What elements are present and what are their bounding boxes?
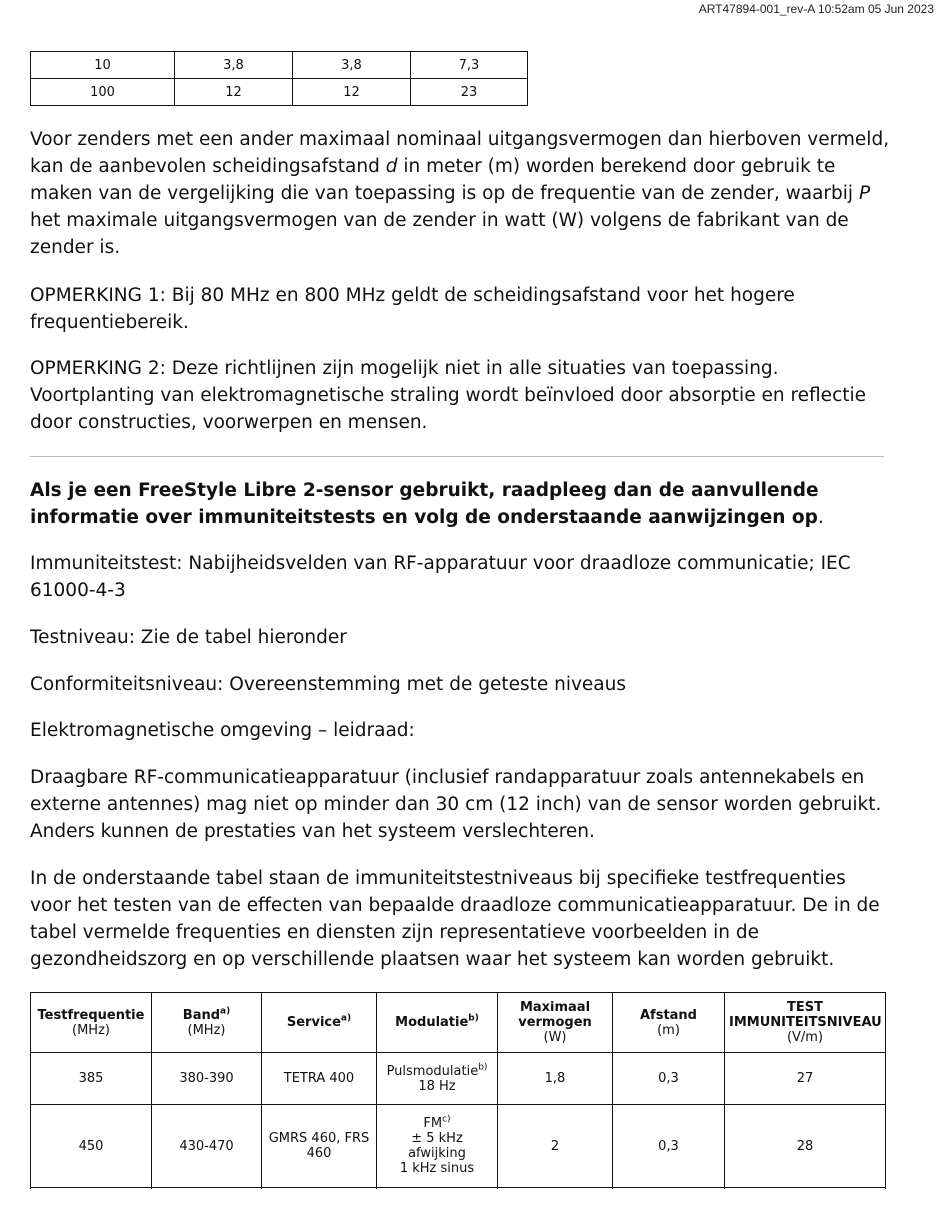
cell-modulation bbox=[377, 1105, 498, 1188]
modulation-text: ± 5 kHz bbox=[411, 1131, 463, 1146]
cell-distance: 0,3 bbox=[613, 1053, 725, 1105]
header-title: Afstand bbox=[639, 1007, 697, 1023]
note-2: OPMERKING 2: Deze richtlijnen zijn mogelijk niet in alle situaties van toepassing. Voortplanting van elektromagnetische straling wordt beïnvloed door absorptie en reflectie door constructies, voorwerpen en mensen. bbox=[30, 358, 867, 433]
note-1: OPMERKING 1: Bij 80 MHz en 800 MHz geldt de scheidingsafstand voor het hogere frequentiebereik. bbox=[30, 285, 795, 333]
cell-modulation bbox=[377, 1053, 498, 1105]
cell-service: TETRA 400 bbox=[262, 1053, 377, 1105]
table-cell: 10 bbox=[31, 52, 175, 79]
footnote-marker: a) bbox=[220, 1006, 231, 1017]
header-unit: (MHz) bbox=[187, 1022, 226, 1038]
footnote-marker: c) bbox=[442, 1114, 451, 1125]
table-cell: 23 bbox=[411, 79, 528, 106]
page-bottom-margin bbox=[0, 1189, 950, 1229]
modulation-text: Pulsmodulatie bbox=[386, 1063, 479, 1079]
table-header-row bbox=[31, 993, 886, 1053]
header-unit: (m) bbox=[657, 1022, 680, 1038]
footnote-marker: b) bbox=[468, 1013, 479, 1024]
header-title-text: Service bbox=[286, 1015, 341, 1030]
em-environment-heading: Elektromagnetische omgeving – leidraad: bbox=[30, 720, 415, 741]
compliance-level-line: Conformiteitsniveau: Overeenstemming met de geteste niveaus bbox=[30, 674, 627, 695]
header-unit: (V/m) bbox=[786, 1030, 824, 1045]
table-row bbox=[31, 79, 528, 106]
column-header-band bbox=[152, 993, 262, 1053]
header-title: TEST IMMUNITEITSNIVEAU bbox=[729, 1000, 882, 1030]
cell-power: 1,8 bbox=[498, 1053, 613, 1105]
header-unit: (W) bbox=[543, 1030, 567, 1045]
text-span: . bbox=[817, 507, 824, 528]
cell-power: 2 bbox=[498, 1105, 613, 1188]
cell-frequency: 450 bbox=[31, 1105, 152, 1188]
table-cell: 7,3 bbox=[411, 52, 528, 79]
text-span: Voor zenders met een ander maximaal nominaal uitgangsvermogen dan hierboven vermeld, kan de aanbevolen scheidingsafstand bbox=[30, 129, 890, 177]
cell-band: 430-470 bbox=[152, 1105, 262, 1188]
footnote-marker: a) bbox=[340, 1013, 352, 1024]
column-header-modulation bbox=[377, 993, 498, 1053]
table-cell: 12 bbox=[293, 79, 411, 106]
table-cell: 3,8 bbox=[175, 52, 293, 79]
header-title bbox=[381, 1015, 493, 1030]
modulation-text: 18 Hz bbox=[418, 1078, 456, 1094]
table-row bbox=[31, 1105, 886, 1188]
cell-frequency: 385 bbox=[31, 1053, 152, 1105]
column-header-power bbox=[498, 993, 613, 1053]
header-title: Maximaal vermogen bbox=[518, 1000, 592, 1030]
footnote-marker: b) bbox=[478, 1062, 488, 1073]
test-level-line: Testniveau: Zie de tabel hieronder bbox=[30, 627, 347, 648]
column-header-frequency bbox=[31, 993, 152, 1053]
modulation-text: 1 kHz sinus bbox=[399, 1161, 475, 1176]
header-title-text: Modulatie bbox=[395, 1015, 469, 1030]
immunity-test-line: Immuniteitstest: Nabijheidsvelden van RF-apparatuur voor draadloze communicatie; IEC 61000-4-3 bbox=[30, 553, 851, 601]
variable-p: P bbox=[858, 183, 871, 204]
variable-d: d bbox=[385, 156, 398, 177]
cell-immunity-level: 27 bbox=[725, 1053, 886, 1105]
table-cell: 100 bbox=[31, 79, 175, 106]
section-divider bbox=[30, 456, 884, 457]
table-row bbox=[31, 52, 528, 79]
cell-band: 380-390 bbox=[152, 1053, 262, 1105]
text-span: in meter (m) worden berekend door gebruik te maken van de vergelijking die van toepassing is op de frequentie van de zender, waarbij bbox=[30, 156, 859, 204]
column-header-service bbox=[262, 993, 377, 1053]
modulation-text: FM bbox=[423, 1116, 443, 1131]
header-title: Testfrequentie bbox=[37, 1007, 145, 1023]
header-title bbox=[266, 1015, 372, 1030]
table-cell: 3,8 bbox=[293, 52, 411, 79]
column-header-distance bbox=[613, 993, 725, 1053]
cell-distance: 0,3 bbox=[613, 1105, 725, 1188]
column-header-immunity-level bbox=[725, 993, 886, 1053]
separation-distance-table-fragment bbox=[30, 51, 528, 106]
separation-distance-paragraph bbox=[30, 126, 890, 261]
immunity-test-table bbox=[30, 992, 886, 1218]
table-cell: 12 bbox=[175, 79, 293, 106]
freestyle-intro bbox=[30, 477, 890, 531]
bold-text: Als je een FreeStyle Libre 2-sensor gebruikt, raadpleeg dan de aanvullende informatie over immuniteitstests en volg de onderstaande aanwijzingen op bbox=[30, 480, 819, 528]
header-title bbox=[156, 1008, 257, 1023]
document-stamp: ART47894-001_rev-A 10:52am 05 Jun 2023 bbox=[698, 2, 934, 16]
header-unit: (MHz) bbox=[72, 1022, 110, 1038]
header-title-text: Band bbox=[182, 1007, 221, 1023]
text-span: het maximale uitgangsvermogen van de zender in watt (W) volgens de fabrikant van de zender is. bbox=[30, 210, 849, 258]
table-row bbox=[31, 1053, 886, 1105]
cell-service: GMRS 460, FRS 460 bbox=[262, 1105, 377, 1188]
modulation-text: afwijking bbox=[408, 1146, 466, 1161]
table-intro-paragraph: In de onderstaande tabel staan de immuniteitstestniveaus bij specifieke testfrequenties voor het testen van de effecten van bepaalde draadloze communicatieapparatuur. De in de tabel vermelde frequenties en diensten zijn representatieve voorbeelden in de gezondheidszorg en op verschillende plaatsen waar het systeem kan worden gebruikt. bbox=[30, 868, 880, 970]
cell-immunity-level: 28 bbox=[725, 1105, 886, 1188]
portable-rf-paragraph: Draagbare RF-communicatieapparatuur (inclusief randapparatuur zoals antennekabels en externe antennes) mag niet op minder dan 30 cm (12 inch) van de sensor worden gebruikt. Anders kunnen de prestaties van het systeem verslechteren. bbox=[30, 767, 882, 842]
